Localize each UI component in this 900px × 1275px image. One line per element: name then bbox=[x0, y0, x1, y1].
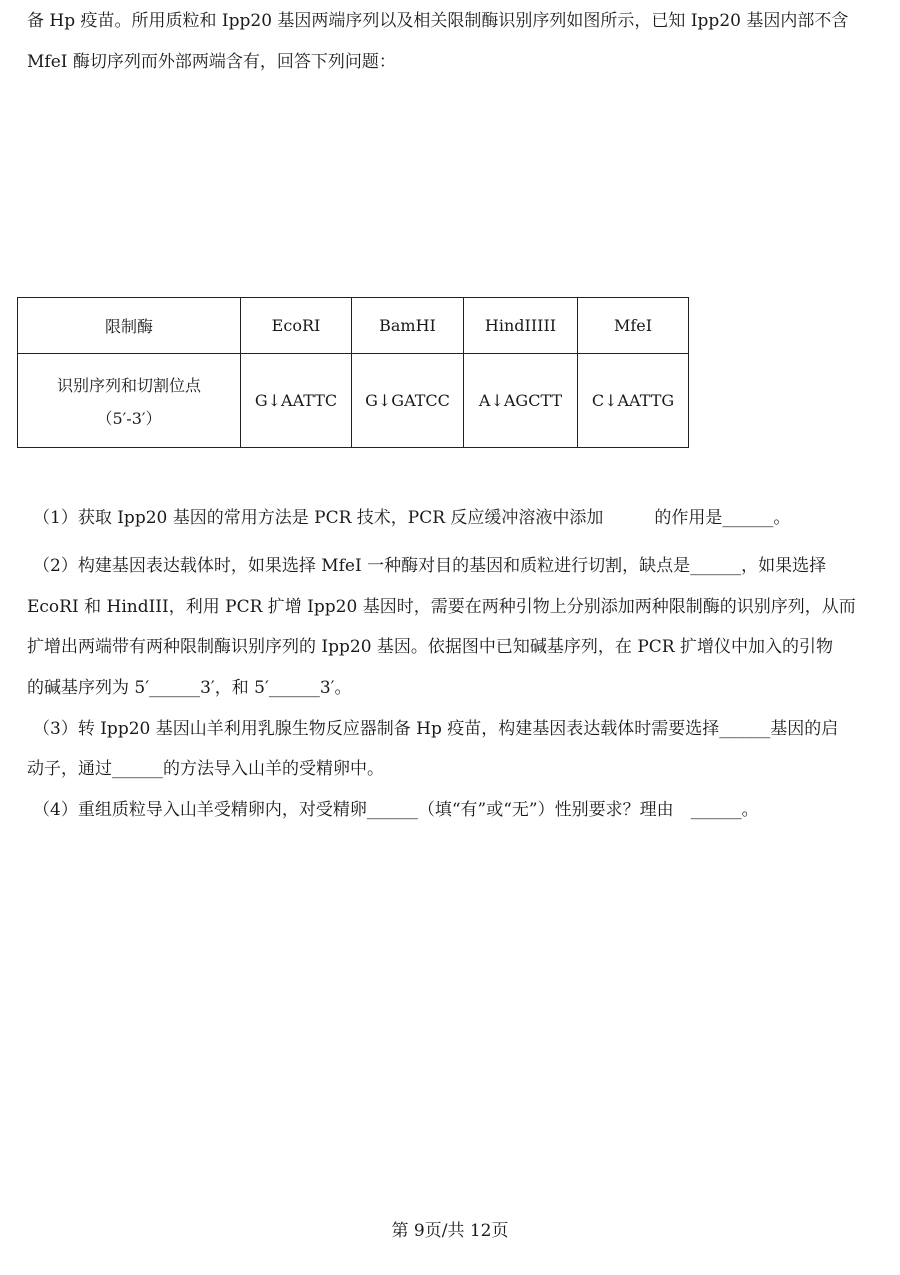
site-hindiii: A↓AGCTT bbox=[464, 354, 578, 448]
intro-line-1: 备 Hp 疫苗。所用质粒和 Ipp20 基因两端序列以及相关限制酶识别序列如图所示，已知 Ipp20 基因内部不含 bbox=[27, 11, 849, 31]
question-1: （1）获取 Ipp20 基因的常用方法是 PCR 技术，PCR 反应缓冲溶液中添加 的作用是______。 bbox=[33, 508, 791, 528]
intro-line-2: MfeI 酶切序列而外部两端含有，回答下列问题： bbox=[27, 52, 396, 72]
question-3-line-2: 动子，通过______的方法导入山羊的受精卵中。 bbox=[27, 759, 384, 779]
header-ecori: EcoRI bbox=[241, 298, 352, 354]
page-number: 第 9页/共 12页 bbox=[391, 1221, 509, 1241]
site-mfei: C↓AATTG bbox=[578, 354, 689, 448]
header-mfei: MfeI bbox=[578, 298, 689, 354]
site-bamhi: G↓GATCC bbox=[352, 354, 464, 448]
row-label: 识别序列和切割位点 bbox=[56, 375, 201, 395]
question-2-line-3: 扩增出两端带有两种限制酶识别序列的 Ipp20 基因。依据图中已知碱基序列，在 PCR 扩增仪中加入的引物 bbox=[27, 637, 833, 657]
table-row-sites bbox=[18, 354, 689, 448]
question-2-line-2: EcoRI 和 HindIII，利用 PCR 扩增 Ipp20 基因时，需要在两种引物上分别添加两种限制酶的识别序列，从而 bbox=[27, 597, 856, 617]
question-3-line-1: （3）转 Ipp20 基因山羊利用乳腺生物反应器制备 Hp 疫苗，构建基因表达载体时需要选择______基因的启 bbox=[33, 719, 839, 739]
header-hindiii: HindIIIII bbox=[464, 298, 578, 354]
row-label-cell bbox=[18, 354, 241, 448]
row-label-direction: （5′-3′） bbox=[96, 408, 162, 428]
question-4: （4）重组质粒导入山羊受精卵内，对受精卵______（填“有”或“无”）性别要求？理由 ______。 bbox=[33, 800, 759, 820]
table-header-row bbox=[18, 298, 689, 354]
site-ecori: G↓AATTC bbox=[241, 354, 352, 448]
header-enzyme-label: 限制酶 bbox=[18, 298, 241, 354]
question-2-line-4: 的碱基序列为 5′______3′，和 5′______3′。 bbox=[27, 678, 352, 698]
header-bamhi: BamHI bbox=[352, 298, 464, 354]
question-2-line-1: （2）构建基因表达载体时，如果选择 MfeI 一种酶对目的基因和质粒进行切割，缺点是______，如果选择 bbox=[33, 556, 827, 576]
restriction-enzyme-table bbox=[17, 297, 689, 448]
